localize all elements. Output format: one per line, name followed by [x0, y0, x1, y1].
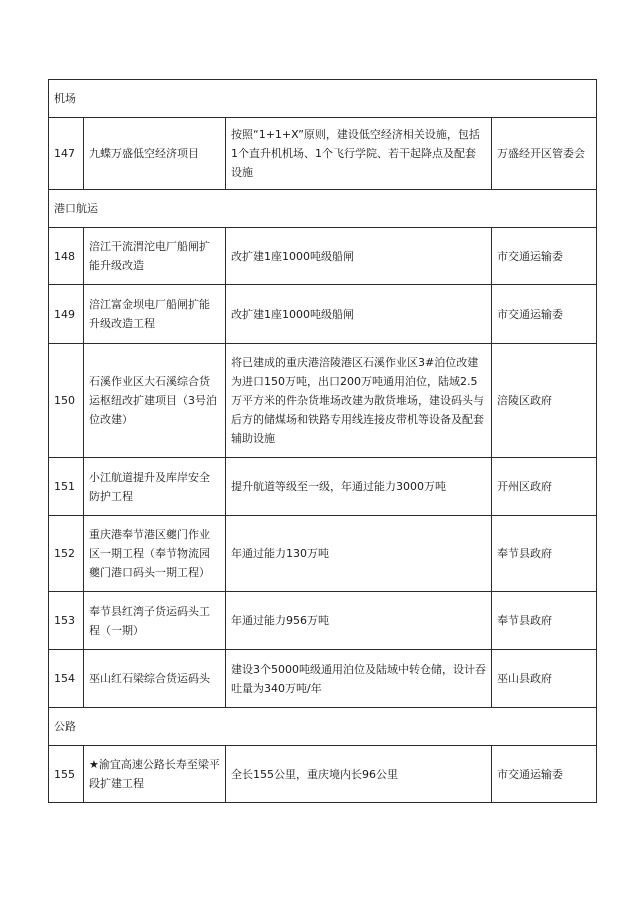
- category-row-airport: [49, 80, 597, 118]
- table-row: [49, 650, 597, 708]
- responsible-unit: 开州区政府: [492, 458, 597, 516]
- project-name: 巫山红石梁综合货运码头: [84, 650, 226, 708]
- table-row: [49, 285, 597, 344]
- project-name: 重庆港奉节港区夔门作业区一期工程（奉节物流园夔门港口码头一期工程）: [84, 516, 226, 592]
- project-content: 改扩建1座1000吨级船闸: [226, 228, 492, 285]
- row-number: 154: [49, 650, 84, 708]
- project-content: 全长155公里，重庆境内长96公里: [226, 746, 492, 803]
- responsible-unit: 奉节县政府: [492, 592, 597, 650]
- category-label: 港口航运: [49, 190, 597, 228]
- row-number: 153: [49, 592, 84, 650]
- project-name: 石溪作业区大石溪综合货运枢纽改扩建项目（3号泊位改建）: [84, 344, 226, 458]
- project-content: 按照“1+1+X”原则，建设低空经济相关设施，包括1个直升机机场、1个飞行学院、若干起降点及配套设施: [226, 118, 492, 190]
- row-number: 152: [49, 516, 84, 592]
- row-number: 147: [49, 118, 84, 190]
- category-row-highway: [49, 708, 597, 746]
- row-number: 150: [49, 344, 84, 458]
- row-number: 148: [49, 228, 84, 285]
- category-label: 机场: [49, 80, 597, 118]
- responsible-unit: 万盛经开区管委会: [492, 118, 597, 190]
- table-row: [49, 516, 597, 592]
- table-row: [49, 458, 597, 516]
- project-content: 年通过能力130万吨: [226, 516, 492, 592]
- table-row: [49, 228, 597, 285]
- responsible-unit: 市交通运输委: [492, 285, 597, 344]
- category-row-port: [49, 190, 597, 228]
- table-row: [49, 746, 597, 803]
- row-number: 151: [49, 458, 84, 516]
- table-row: [49, 344, 597, 458]
- responsible-unit: 市交通运输委: [492, 228, 597, 285]
- project-name: ★渝宜高速公路长寿至梁平段扩建工程: [84, 746, 226, 803]
- project-name: 涪江富金坝电厂船闸扩能升级改造工程: [84, 285, 226, 344]
- project-name: 涪江干流渭沱电厂船闸扩能升级改造: [84, 228, 226, 285]
- project-content: 年通过能力956万吨: [226, 592, 492, 650]
- table-row: [49, 118, 597, 190]
- table-row: [49, 592, 597, 650]
- project-content: 建设3个5000吨级通用泊位及陆域中转仓储，设计吞吐量为340万吨/年: [226, 650, 492, 708]
- responsible-unit: 涪陵区政府: [492, 344, 597, 458]
- responsible-unit: 奉节县政府: [492, 516, 597, 592]
- project-table: [48, 79, 597, 803]
- responsible-unit: 市交通运输委: [492, 746, 597, 803]
- project-content: 提升航道等级至一级，年通过能力3000万吨: [226, 458, 492, 516]
- project-content: 改扩建1座1000吨级船闸: [226, 285, 492, 344]
- row-number: 149: [49, 285, 84, 344]
- responsible-unit: 巫山县政府: [492, 650, 597, 708]
- project-content: 将已建成的重庆港涪陵港区石溪作业区3#泊位改建为进口150万吨，出口200万吨通用泊位，陆域2.5万平方米的件杂货堆场改建为散货堆场，建设码头与后方的储煤场和铁路专用线连接皮带机等设备及配套辅助设施: [226, 344, 492, 458]
- project-name: 小江航道提升及库岸安全防护工程: [84, 458, 226, 516]
- project-name: 九蝶万盛低空经济项目: [84, 118, 226, 190]
- row-number: 155: [49, 746, 84, 803]
- category-label: 公路: [49, 708, 597, 746]
- project-name: 奉节县红湾子货运码头工程（一期）: [84, 592, 226, 650]
